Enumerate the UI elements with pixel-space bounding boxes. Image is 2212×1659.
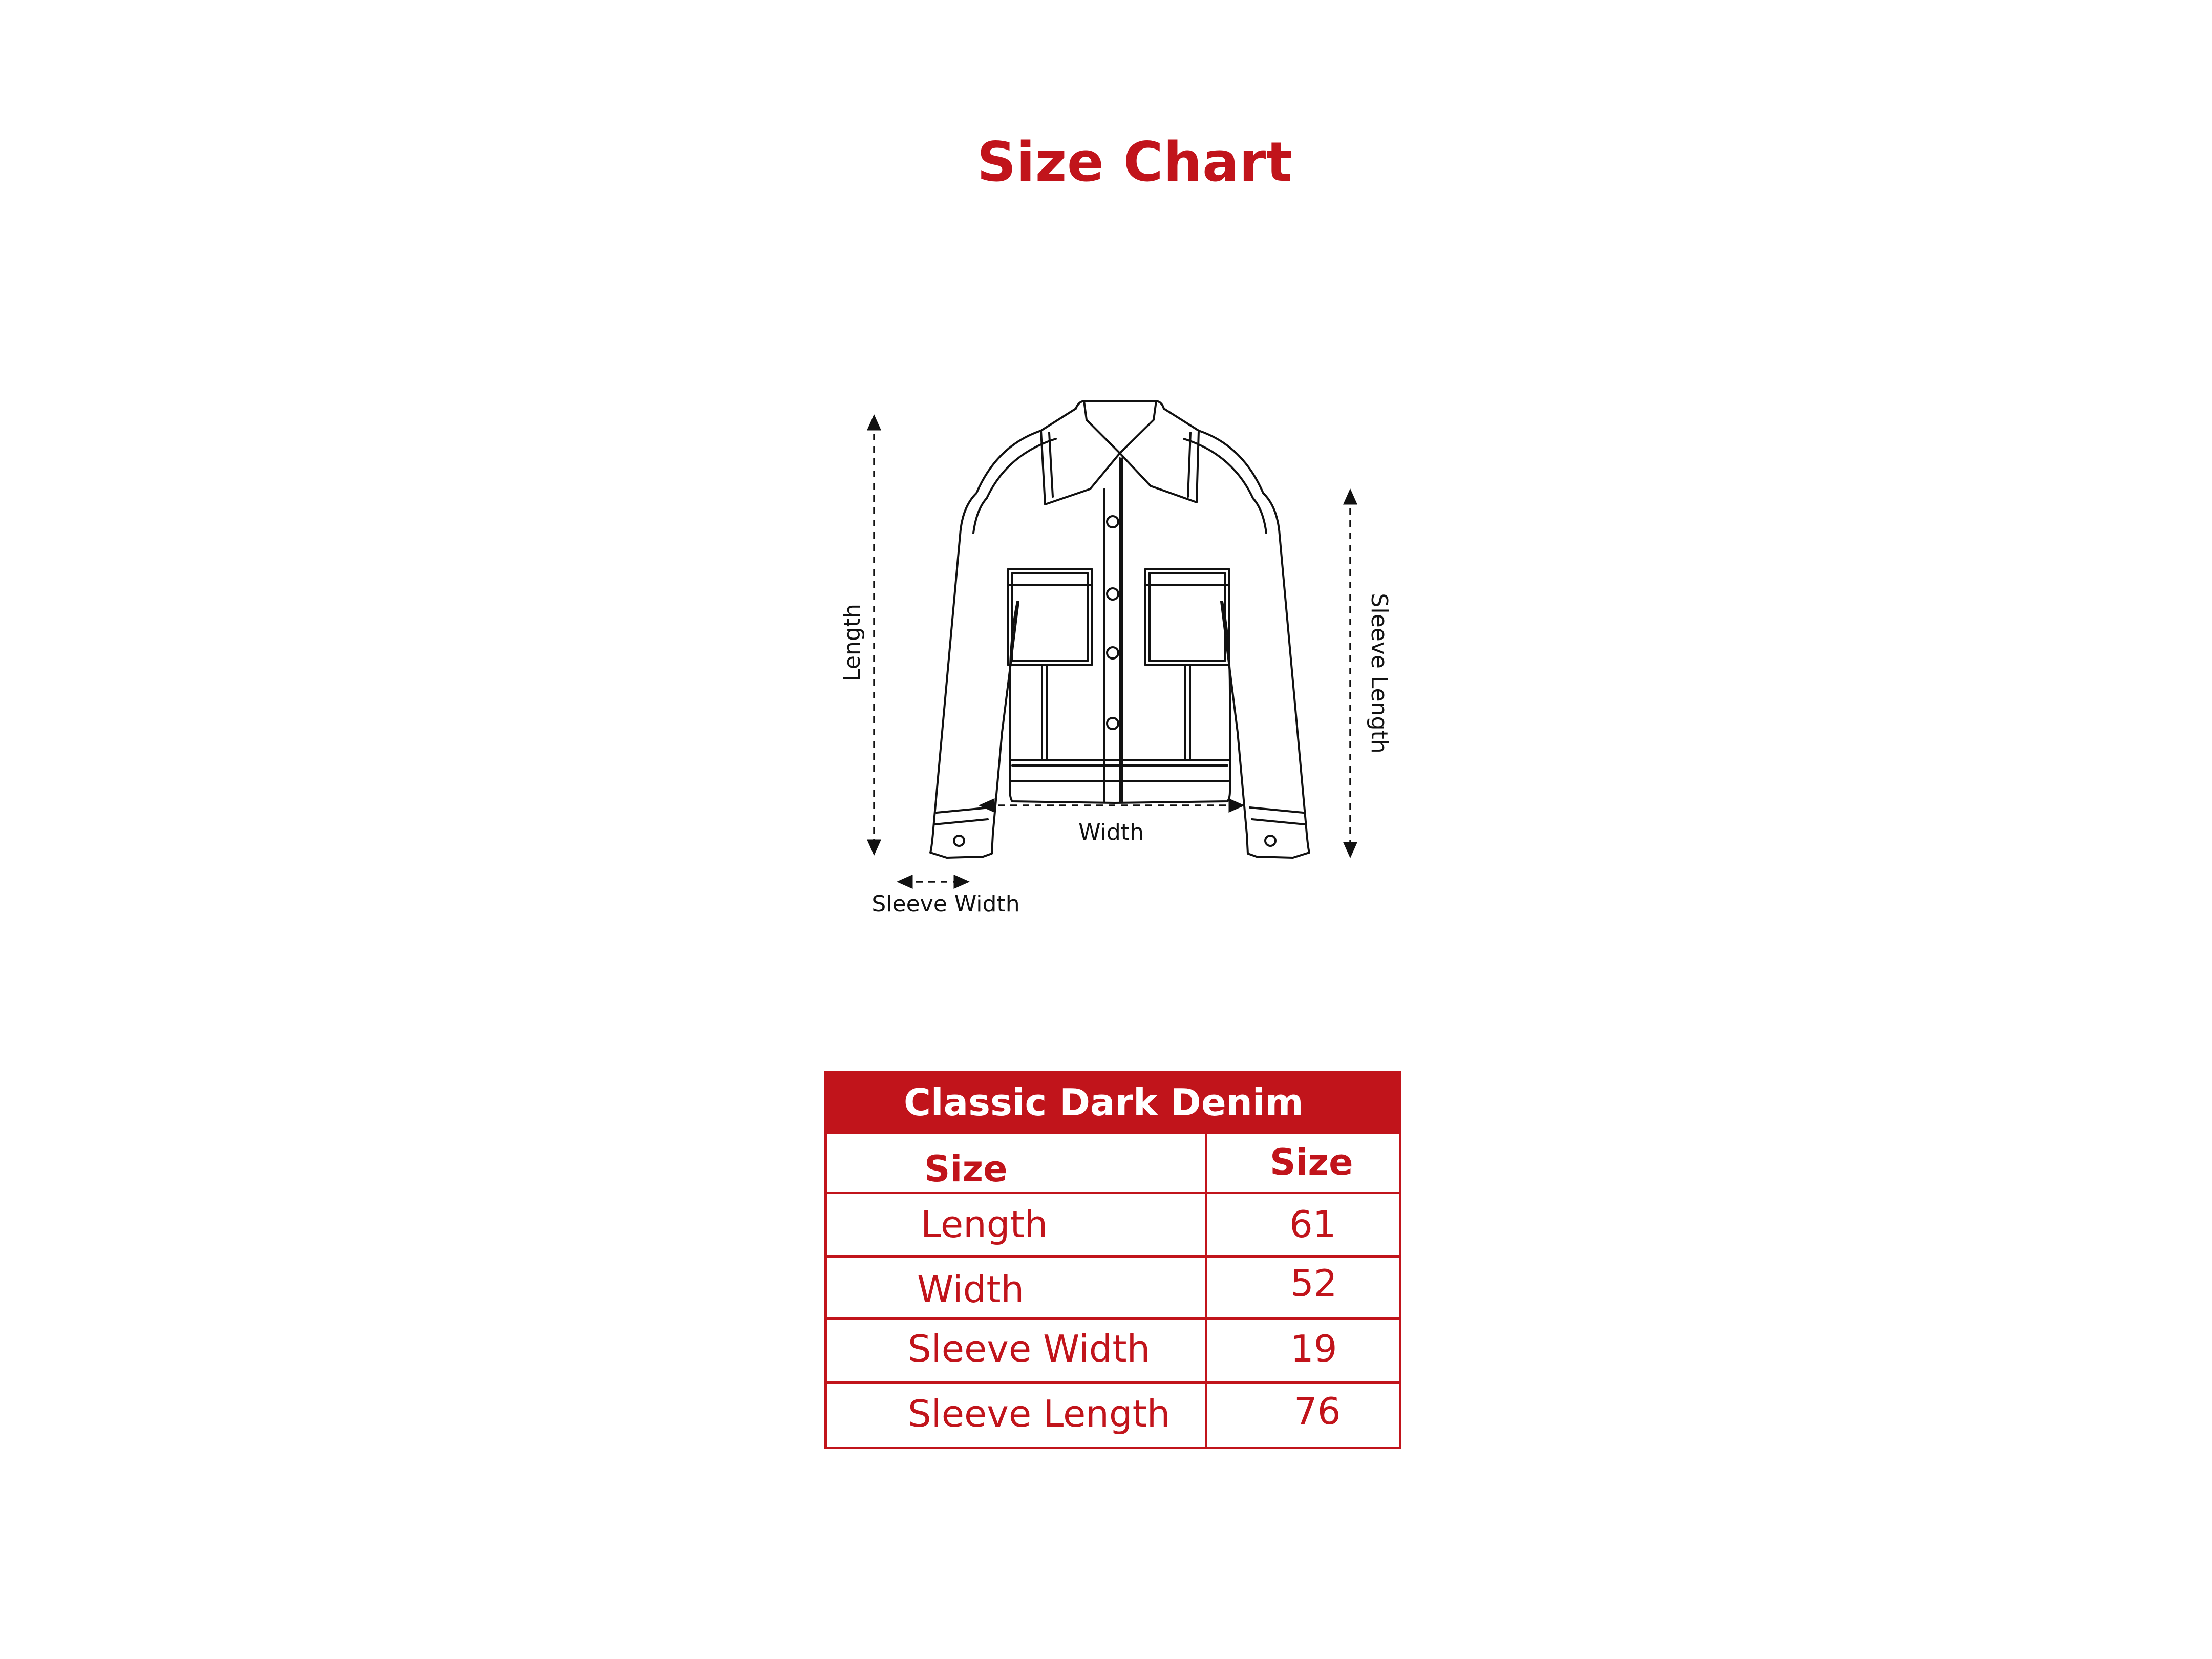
button	[1107, 588, 1118, 600]
jacket-line-art	[930, 401, 1309, 858]
row-value-sleeve-width: 19	[1290, 1327, 1337, 1370]
row-divider	[827, 1381, 1399, 1384]
header-cell-label: Size	[924, 1148, 1008, 1190]
button	[1107, 516, 1118, 527]
sleeve-length-label: Sleeve Length	[1366, 593, 1392, 754]
row-label-width: Width	[917, 1268, 1025, 1311]
jacket-buttons	[954, 516, 1275, 846]
table-header	[824, 1071, 1401, 1134]
length-label: Length	[839, 604, 865, 682]
row-label-sleeve-width: Sleeve Width	[908, 1327, 1151, 1370]
row-value-length: 61	[1289, 1203, 1336, 1246]
row-divider	[827, 1255, 1399, 1258]
width-label: Width	[1078, 819, 1144, 845]
button	[1107, 718, 1118, 729]
sleeve-width-label: Sleeve Width	[871, 891, 1020, 917]
row-label-length: Length	[921, 1203, 1048, 1246]
row-divider	[827, 1317, 1399, 1320]
column-divider	[1205, 1134, 1207, 1447]
row-value-width: 52	[1290, 1262, 1337, 1305]
row-label-sleeve-length: Sleeve Length	[908, 1392, 1171, 1435]
cuff-button	[954, 836, 964, 846]
header-cell-value: Size	[1270, 1141, 1353, 1183]
table-caption: Classic Dark Denim	[904, 1081, 1304, 1124]
row-value-sleeve-length: 76	[1294, 1390, 1341, 1433]
page-title: Size Chart	[977, 131, 1292, 194]
button	[1107, 647, 1118, 658]
table-grid	[824, 1134, 1401, 1449]
jacket-measurement-diagram	[828, 218, 1401, 1062]
size-table	[824, 1071, 1401, 1449]
cuff-button	[1265, 836, 1275, 846]
row-divider	[827, 1192, 1399, 1194]
